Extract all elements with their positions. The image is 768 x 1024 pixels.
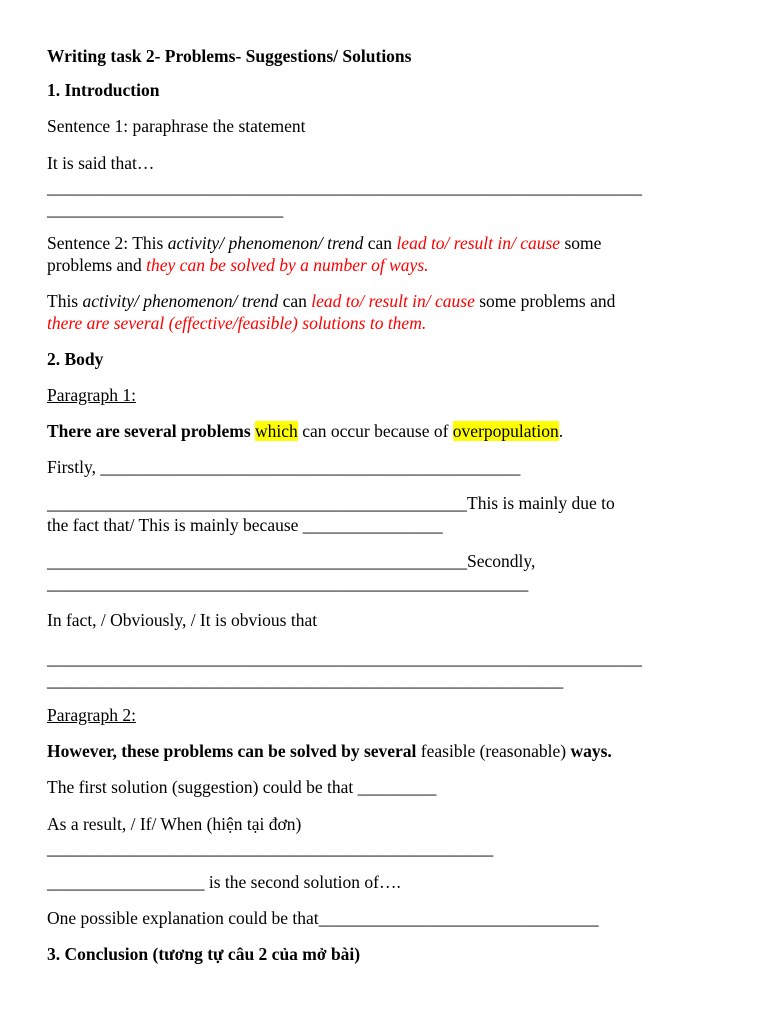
paragraph2-label: Paragraph 2: — [47, 705, 136, 725]
first-solution-line: The first solution (suggestion) could be that _________ — [47, 777, 437, 797]
due-to-text: This is mainly due to — [467, 493, 615, 513]
firstly-line: Firstly, ________________________________________________ — [47, 457, 521, 477]
paragraph1-topic — [47, 420, 563, 442]
fact-line: the fact that/ This is mainly because ________________ — [47, 515, 443, 535]
blank-line: ________________________________________________ — [47, 551, 467, 571]
alt-sentence-line1 — [47, 290, 615, 312]
explanation-line: One possible explanation could be that________________________________ — [47, 908, 599, 928]
sentence2-can: can — [363, 233, 397, 253]
sentence2-prefix: Sentence 2: This — [47, 233, 168, 253]
topic-period: . — [558, 421, 564, 441]
topic-mid: can occur because of — [297, 421, 453, 441]
document-title: Writing task 2- Problems- Suggestions/ Solutions — [47, 46, 412, 66]
it-is-said-text: It is said that… — [47, 153, 155, 173]
alt-prefix: This — [47, 291, 83, 311]
alt-red-solution: there are several (effective/feasible) solutions to them. — [47, 313, 427, 333]
blank-line: ___________________________ — [47, 199, 284, 219]
due-to-line — [47, 492, 615, 514]
sentence2-red-solution: they can be solved by a number of ways. — [146, 255, 429, 275]
p2-bold-start: However, these problems can be solved by several — [47, 741, 421, 761]
blank-line: _______________________________________________________ — [47, 573, 529, 593]
sentence2-line1 — [47, 232, 601, 254]
second-solution-line: __________________ is the second solution of…. — [47, 872, 401, 892]
in-fact-line: In fact, / Obviously, / It is obvious that — [47, 610, 318, 630]
topic-bold: There are several problems — [47, 421, 256, 441]
alt-can: can — [278, 291, 312, 311]
conclusion-heading: 3. Conclusion (tương tự câu 2 của mở bài) — [47, 944, 361, 964]
blank-line: ___________________________________________________ — [47, 838, 494, 858]
sentence2-line2 — [47, 254, 429, 276]
secondly-line — [47, 550, 535, 572]
highlight-overpopulation: overpopulation — [452, 421, 559, 441]
blank-line: ___________________________________________________________ — [47, 670, 564, 690]
alt-red-options: lead to/ result in/ cause — [311, 291, 475, 311]
blank-line: ____________________________________________________________________ — [47, 648, 642, 668]
paragraph2-topic — [47, 740, 612, 762]
as-result-line: As a result, / If/ When (hiện tại đơn) — [47, 814, 302, 834]
alt-rest: some problems and — [474, 291, 616, 311]
body-heading: 2. Body — [47, 349, 104, 369]
sentence2-some: some — [560, 233, 602, 253]
sentence2-red-options: lead to/ result in/ cause — [396, 233, 561, 253]
blank-line: ____________________________________________________________________ — [47, 177, 642, 197]
sentence2-italic: activity/ phenomenon/ trend — [167, 233, 364, 253]
paragraph1-label: Paragraph 1: — [47, 385, 136, 405]
p2-normal: feasible (reasonable) — [420, 741, 571, 761]
highlight-which: which — [255, 421, 298, 441]
introduction-heading: 1. Introduction — [47, 80, 160, 100]
sentence2-line2-text: problems and — [47, 255, 147, 275]
sentence1-label: Sentence 1: paraphrase the statement — [47, 116, 306, 136]
blank-line: ________________________________________________ — [47, 493, 467, 513]
secondly-text: Secondly, — [467, 551, 536, 571]
p2-bold-end: ways. — [570, 741, 612, 761]
alt-italic: activity/ phenomenon/ trend — [82, 291, 279, 311]
